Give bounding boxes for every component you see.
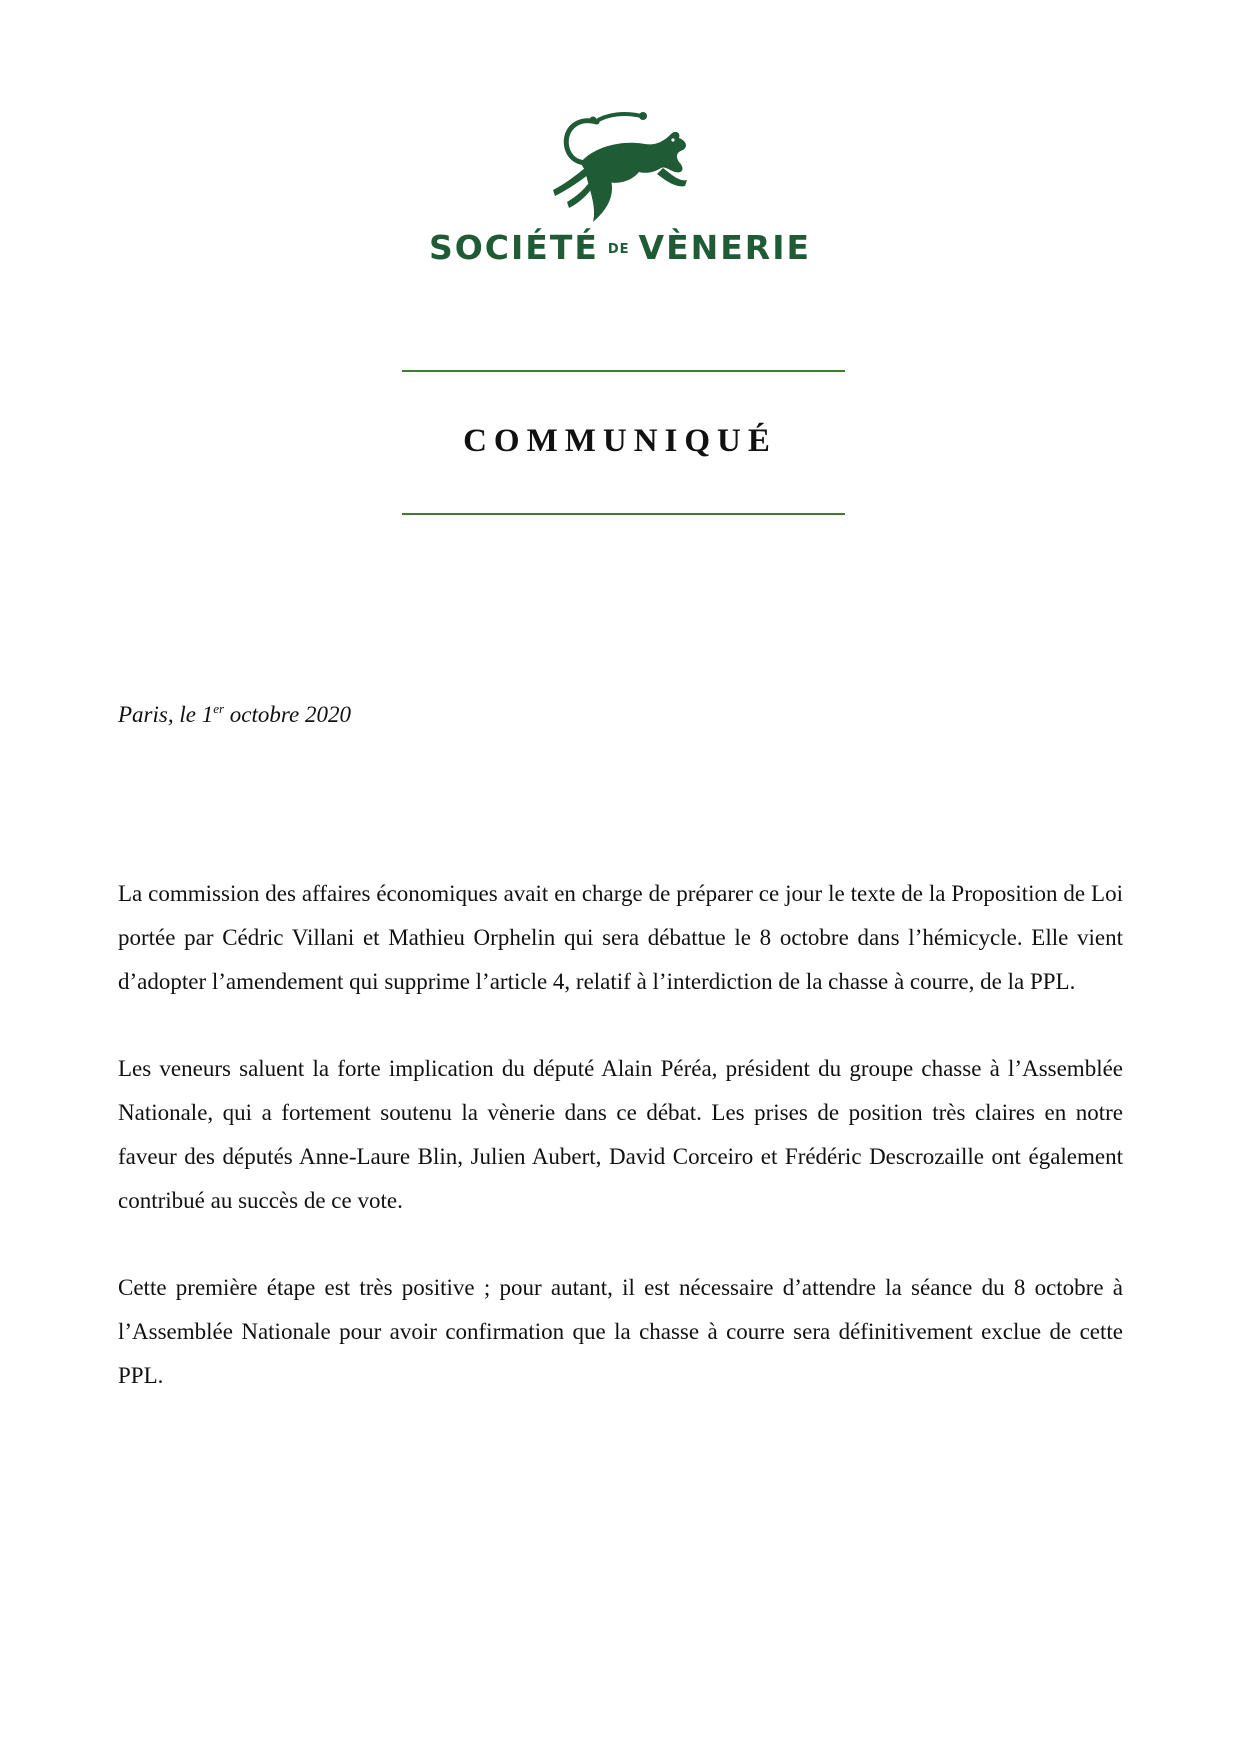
dateline-prefix: Paris, le 1: [118, 702, 214, 727]
paragraph-1: La commission des affaires économiques avait en charge de préparer ce jour le texte de la Proposition de Loi portée par Cédric Villani et Mathieu Orphelin qui sera débattue le 8 octobre dans l’hémicycle. Elle vient d’adopter l’amendement qui supprime l’article 4, relatif à l’interdiction de la chasse à courre, de la PPL.: [118, 881, 1123, 994]
heading-bottom-rule: [402, 513, 845, 515]
dateline-suffix: octobre 2020: [224, 702, 351, 727]
heading-top-rule: [402, 370, 845, 372]
logo: [0, 110, 1240, 280]
leaping-hound-icon: [545, 110, 695, 225]
logo-text-societe: SOCIÉTÉ: [428, 228, 599, 267]
dateline-ordinal: er: [213, 701, 225, 716]
paragraph-3: Cette première étape est très positive ; pour autant, il est nécessaire d’attendre la séance du 8 octobre à l’Assemblée Nationale pour avoir confirmation que la chasse à courre sera définitivement exclue de cette PPL.: [118, 1275, 1123, 1388]
logo-wordmark: [0, 228, 1240, 267]
logo-text-de: DE: [607, 242, 630, 257]
page-title: COMMUNIQUÉ: [463, 423, 777, 459]
paragraph-2: Les veneurs saluent la forte implication du député Alain Péréa, président du groupe chasse à l’Assemblée Nationale, qui a fortement soutenu la vènerie dans ce débat. Les prises de position très claires en notre faveur des députés Anne-Laure Blin, Julien Aubert, David Corceiro et Frédéric Descrozaille ont également contribué au succès de ce vote.: [118, 1056, 1123, 1213]
dateline: [118, 702, 351, 728]
body-text: [118, 872, 1123, 1441]
logo-text-venerie: VÈNERIE: [638, 228, 812, 267]
